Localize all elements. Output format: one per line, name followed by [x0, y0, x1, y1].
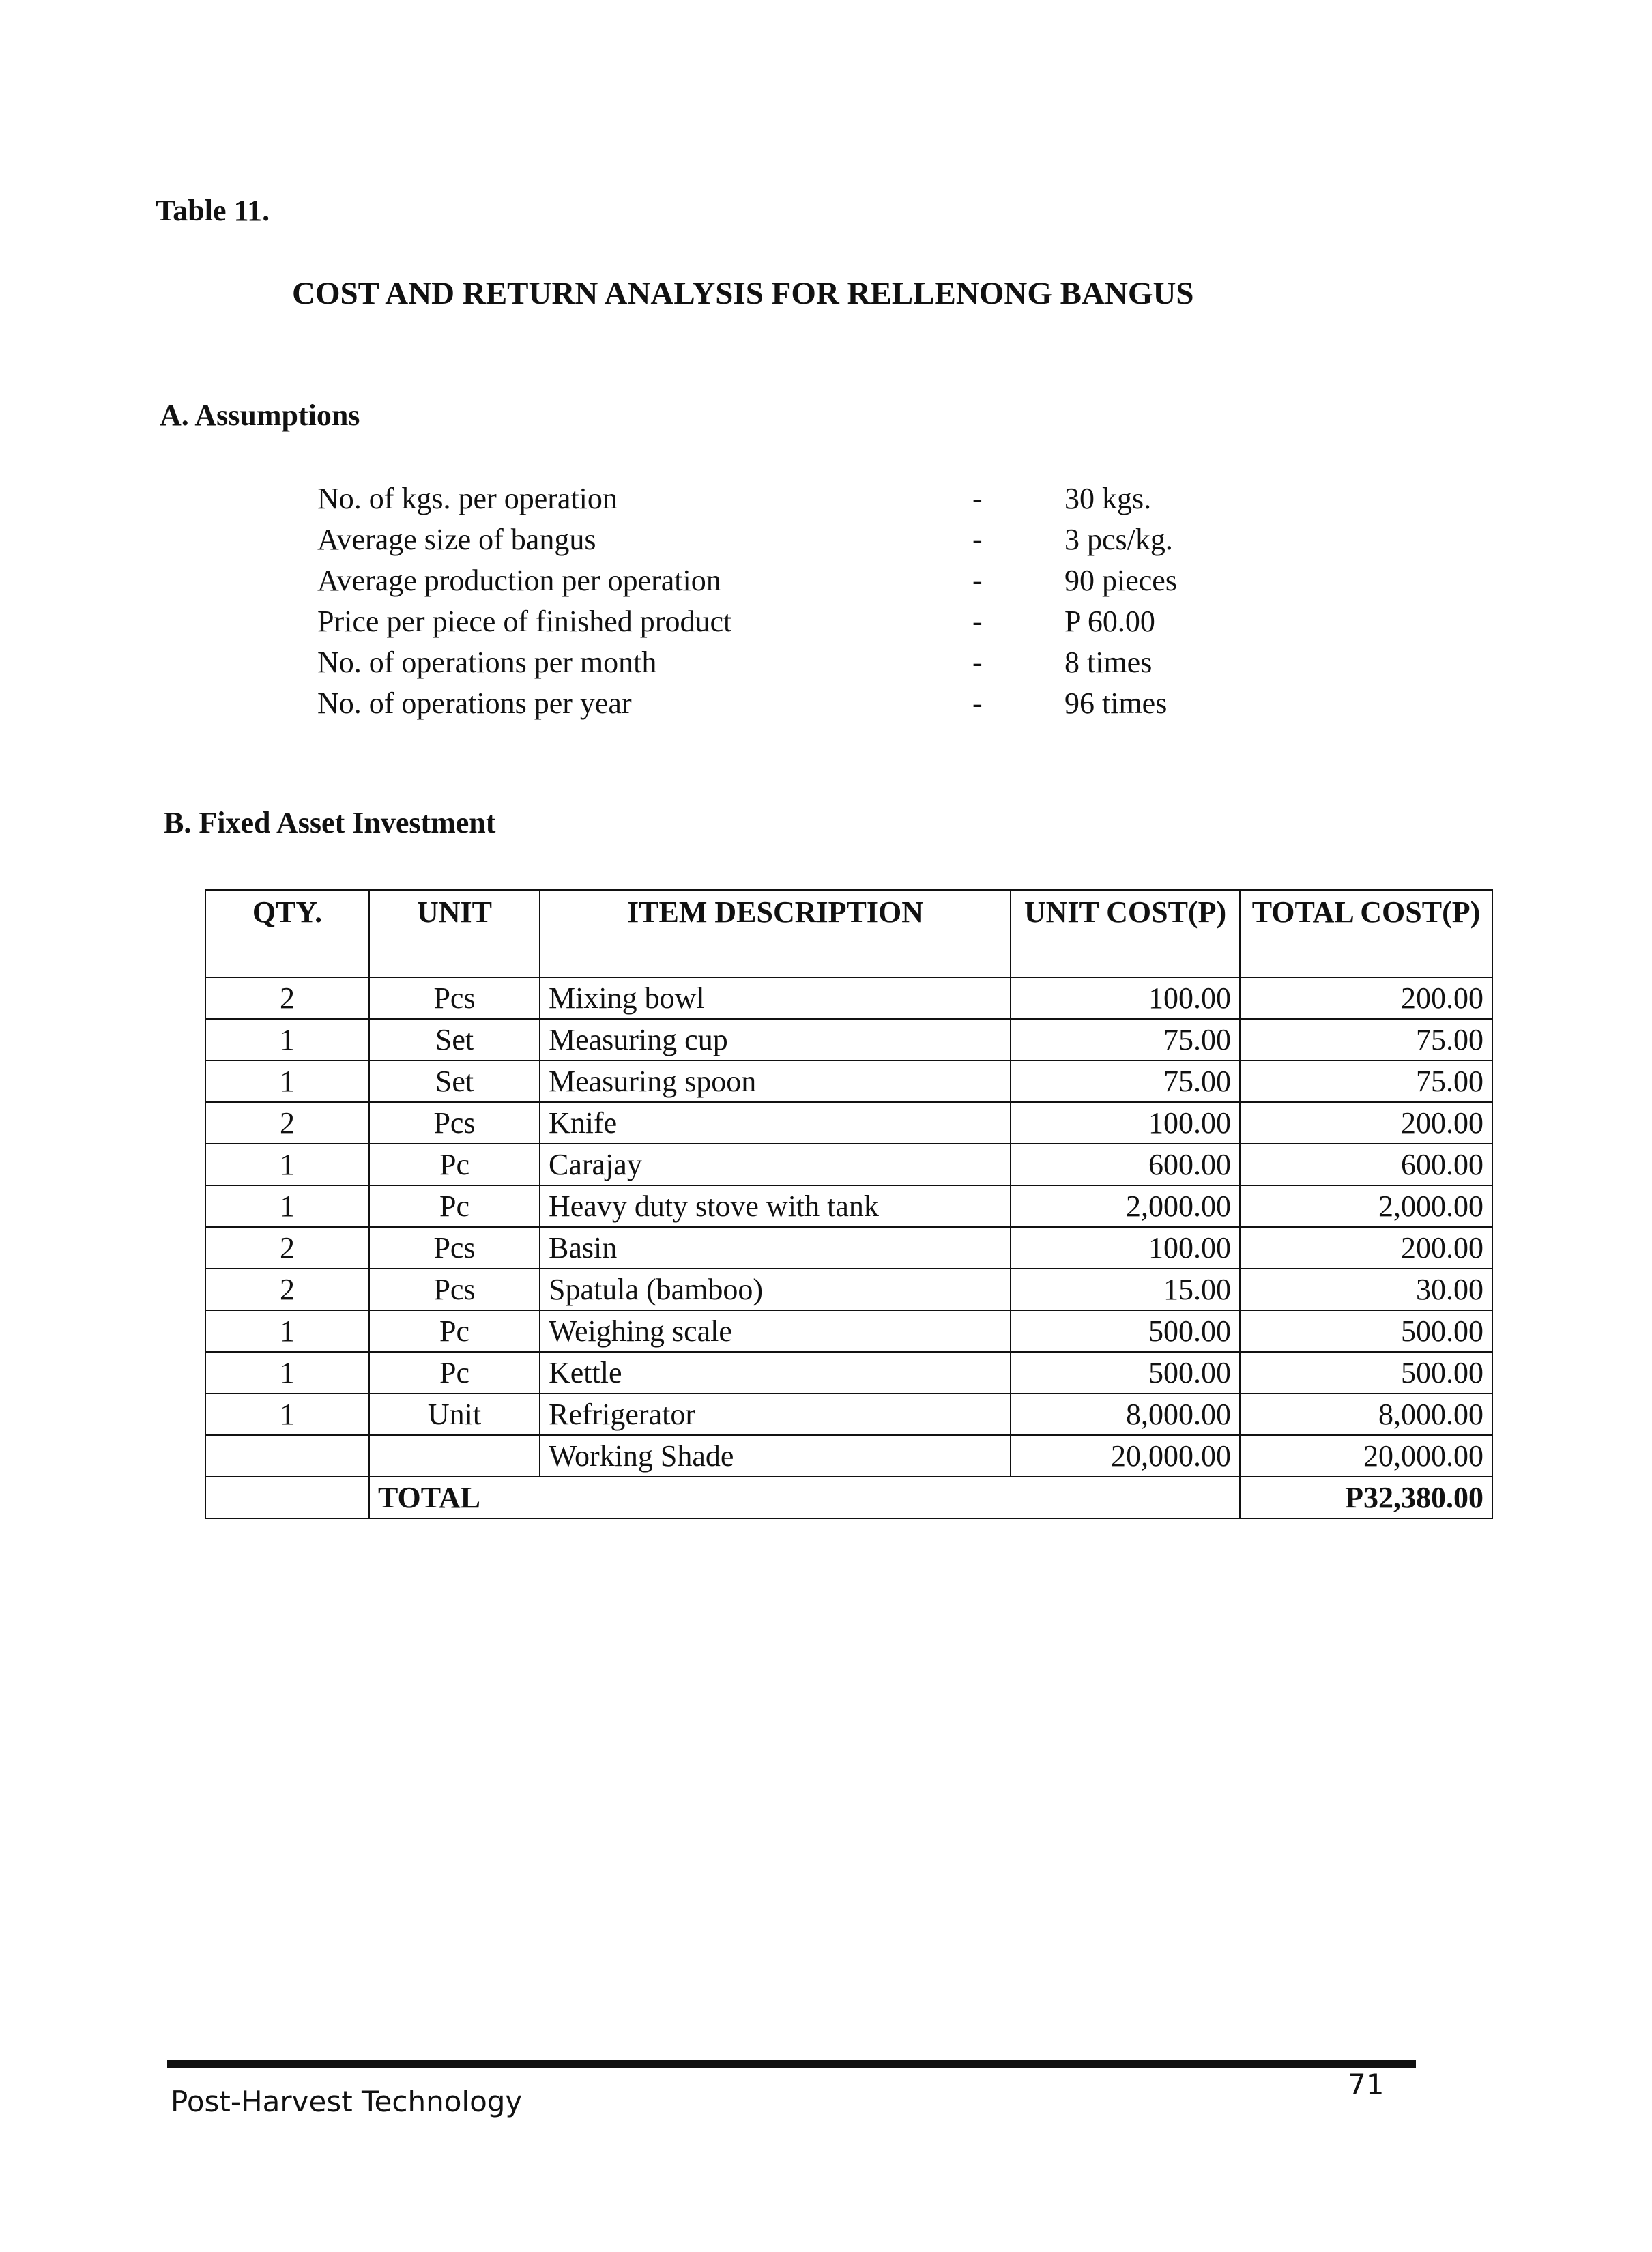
- table-row: [205, 1435, 1492, 1477]
- cell-description: Spatula (bamboo): [540, 1269, 1011, 1310]
- footer-rule: [167, 2060, 1416, 2068]
- cell-description: Kettle: [540, 1352, 1011, 1394]
- table-label: Table 11.: [156, 194, 270, 227]
- cell-qty: 1: [205, 1019, 369, 1060]
- footer-title: Post-Harvest Technology: [171, 2085, 523, 2118]
- cell-unit: Pcs: [369, 1269, 540, 1310]
- cell-total-cost: 200.00: [1240, 1102, 1492, 1144]
- assumption-value: 90 pieces: [1064, 563, 1177, 597]
- assumption-label: Average production per operation: [317, 563, 721, 597]
- table-row: [205, 1269, 1492, 1310]
- assumption-label: No. of operations per year: [317, 686, 632, 720]
- column-header-description: ITEM DESCRIPTION: [540, 890, 1011, 977]
- table-row: [205, 1394, 1492, 1435]
- cell-description: Mixing bowl: [540, 977, 1011, 1019]
- assumption-separator: -: [972, 522, 983, 556]
- cell-unit-cost: 75.00: [1011, 1019, 1240, 1060]
- cell-unit: Pc: [369, 1310, 540, 1352]
- table-row: [205, 1144, 1492, 1185]
- assumption-row: [317, 560, 1273, 601]
- cell-unit-cost: 100.00: [1011, 1102, 1240, 1144]
- table-row: [205, 1060, 1492, 1102]
- cell-unit-cost: 600.00: [1011, 1144, 1240, 1185]
- assumption-row: [317, 641, 1273, 682]
- column-header-qty: QTY.: [205, 890, 369, 977]
- cell-description: Working Shade: [540, 1435, 1011, 1477]
- cell-unit: Pc: [369, 1352, 540, 1394]
- cell-description: Knife: [540, 1102, 1011, 1144]
- cell-qty: 1: [205, 1060, 369, 1102]
- cell-total-cost: 600.00: [1240, 1144, 1492, 1185]
- assumption-row: [317, 519, 1273, 560]
- cell-total-cost: 75.00: [1240, 1019, 1492, 1060]
- cell-description: Measuring cup: [540, 1019, 1011, 1060]
- table-row: [205, 1227, 1492, 1269]
- cell-unit-cost: 20,000.00: [1011, 1435, 1240, 1477]
- cell-unit: Pc: [369, 1185, 540, 1227]
- cell-unit: Pcs: [369, 1102, 540, 1144]
- fixed-asset-heading: B. Fixed Asset Investment: [164, 806, 496, 839]
- total-empty-cell: [205, 1477, 369, 1518]
- assumption-separator: -: [972, 481, 983, 515]
- cell-unit-cost: 2,000.00: [1011, 1185, 1240, 1227]
- cell-qty: 1: [205, 1352, 369, 1394]
- fixed-asset-table: [205, 889, 1493, 1519]
- cell-unit: Pcs: [369, 1227, 540, 1269]
- table-row: [205, 1352, 1492, 1394]
- page-number: 71: [1348, 2068, 1385, 2101]
- cell-description: Carajay: [540, 1144, 1011, 1185]
- cell-total-cost: 20,000.00: [1240, 1435, 1492, 1477]
- cell-description: Basin: [540, 1227, 1011, 1269]
- assumption-value: 8 times: [1064, 645, 1153, 679]
- table-row: [205, 1310, 1492, 1352]
- cell-qty: 2: [205, 1102, 369, 1144]
- assumption-separator: -: [972, 686, 983, 720]
- assumption-row: [317, 682, 1273, 723]
- assumption-label: No. of operations per month: [317, 645, 657, 679]
- cell-unit: Set: [369, 1019, 540, 1060]
- assumption-separator: -: [972, 604, 983, 638]
- total-value: P32,380.00: [1240, 1477, 1492, 1518]
- cell-total-cost: 2,000.00: [1240, 1185, 1492, 1227]
- table-row: [205, 1019, 1492, 1060]
- cell-unit-cost: 500.00: [1011, 1310, 1240, 1352]
- column-header-total-cost: TOTAL COST(P): [1240, 890, 1492, 977]
- assumption-value: 3 pcs/kg.: [1064, 522, 1173, 556]
- column-header-unit-cost: UNIT COST(P): [1011, 890, 1240, 977]
- assumption-label: No. of kgs. per operation: [317, 481, 618, 515]
- cell-qty: 2: [205, 1269, 369, 1310]
- assumption-row: [317, 601, 1273, 641]
- assumption-label: Average size of bangus: [317, 522, 596, 556]
- cell-total-cost: 8,000.00: [1240, 1394, 1492, 1435]
- cell-unit-cost: 500.00: [1011, 1352, 1240, 1394]
- cell-total-cost: 75.00: [1240, 1060, 1492, 1102]
- cell-unit: Pc: [369, 1144, 540, 1185]
- column-header-unit: UNIT: [369, 890, 540, 977]
- table-row: [205, 1185, 1492, 1227]
- cell-unit: Set: [369, 1060, 540, 1102]
- cell-qty: 2: [205, 977, 369, 1019]
- cell-qty: 1: [205, 1394, 369, 1435]
- cell-unit: Unit: [369, 1394, 540, 1435]
- cell-total-cost: 200.00: [1240, 1227, 1492, 1269]
- cell-qty: [205, 1435, 369, 1477]
- cell-unit-cost: 100.00: [1011, 1227, 1240, 1269]
- assumption-value: P 60.00: [1064, 604, 1155, 638]
- cell-qty: 2: [205, 1227, 369, 1269]
- cell-unit-cost: 8,000.00: [1011, 1394, 1240, 1435]
- assumptions-list: [317, 478, 1273, 723]
- cell-unit: Pcs: [369, 977, 540, 1019]
- cell-description: Weighing scale: [540, 1310, 1011, 1352]
- cell-unit: [369, 1435, 540, 1477]
- table-row: [205, 1102, 1492, 1144]
- assumption-row: [317, 478, 1273, 519]
- cell-total-cost: 500.00: [1240, 1310, 1492, 1352]
- cell-description: Refrigerator: [540, 1394, 1011, 1435]
- cell-qty: 1: [205, 1310, 369, 1352]
- assumption-label: Price per piece of finished product: [317, 604, 732, 638]
- cell-unit-cost: 75.00: [1011, 1060, 1240, 1102]
- assumption-separator: -: [972, 645, 983, 679]
- cell-description: Heavy duty stove with tank: [540, 1185, 1011, 1227]
- table-header-row: [205, 890, 1492, 977]
- cell-unit-cost: 100.00: [1011, 977, 1240, 1019]
- assumption-separator: -: [972, 563, 983, 597]
- table-row: [205, 977, 1492, 1019]
- assumption-value: 30 kgs.: [1064, 481, 1152, 515]
- cell-total-cost: 30.00: [1240, 1269, 1492, 1310]
- total-label: TOTAL: [369, 1477, 1240, 1518]
- cell-unit-cost: 15.00: [1011, 1269, 1240, 1310]
- cell-description: Measuring spoon: [540, 1060, 1011, 1102]
- cell-total-cost: 200.00: [1240, 977, 1492, 1019]
- cell-qty: 1: [205, 1144, 369, 1185]
- cell-qty: 1: [205, 1185, 369, 1227]
- document-title: COST AND RETURN ANALYSIS FOR RELLENONG BANGUS: [292, 276, 1194, 311]
- total-row: [205, 1477, 1492, 1518]
- assumptions-heading: A. Assumptions: [160, 399, 360, 432]
- assumption-value: 96 times: [1064, 686, 1168, 720]
- cell-total-cost: 500.00: [1240, 1352, 1492, 1394]
